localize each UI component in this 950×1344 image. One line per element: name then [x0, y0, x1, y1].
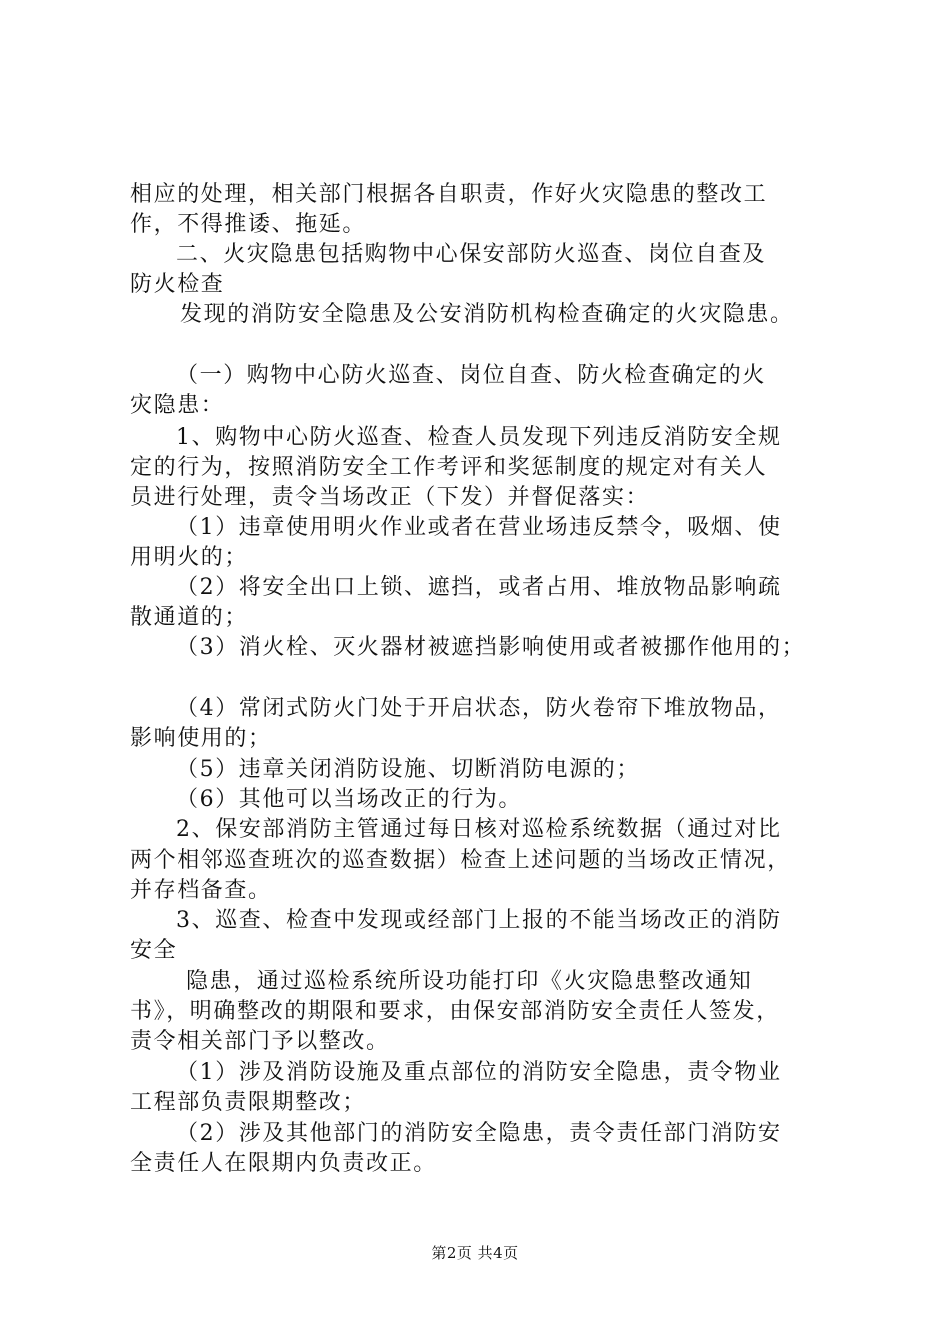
list-item-line: 定的行为，按照消防安全工作考评和奖惩制度的规定对有关人: [130, 455, 768, 480]
list-item-line: 并存档备查。: [130, 878, 272, 903]
section-heading-line: 防火检查: [130, 272, 225, 297]
list-item-line: 影响使用的；: [130, 726, 272, 751]
list-item-line: 2、保安部消防主管通过每日核对巡检系统数据（通过对比: [176, 817, 782, 842]
list-item-line: 1、购物中心防火巡查、检查人员发现下列违反消防安全规: [176, 425, 782, 450]
page-footer: 第2页 共4页: [431, 1244, 519, 1262]
paragraph-line: 相应的处理，相关部门根据各自职责，作好火灾隐患的整改工: [130, 182, 768, 207]
paragraph-line: 发现的消防安全隐患及公安消防机构检查确定的火灾隐患。: [180, 302, 794, 327]
list-item-line: （2）涉及其他部门的消防安全隐患，责令责任部门消防安: [176, 1121, 782, 1146]
list-item-line: （4）常闭式防火门处于开启状态，防火卷帘下堆放物品，: [176, 696, 782, 721]
list-item-line: 责令相关部门予以整改。: [130, 1029, 390, 1054]
list-item-line: 两个相邻巡查班次的巡查数据）检查上述问题的当场改正情况，: [130, 848, 791, 873]
list-item-line: （5）违章关闭消防设施、切断消防电源的；: [176, 757, 640, 782]
list-item-line: 散通道的；: [130, 605, 249, 630]
list-item-line: （3）消火栓、灭火器材被遮挡影响使用或者被挪作他用的；: [176, 635, 806, 660]
list-item-line: 员进行处理，责令当场改正（下发）并督促落实：: [130, 485, 650, 510]
list-item-line: （2）将安全出口上锁、遮挡，或者占用、堆放物品影响疏: [176, 575, 782, 600]
list-item-line: 隐患，通过巡检系统所设功能打印《火灾隐患整改通知: [186, 969, 753, 994]
subsection-heading-line: 灾隐患：: [130, 393, 225, 418]
list-item-line: 书》，明确整改的期限和要求，由保安部消防安全责任人签发，: [130, 999, 780, 1024]
list-item-line: 3、巡查、检查中发现或经部门上报的不能当场改正的消防: [176, 908, 782, 933]
list-item-line: （6）其他可以当场改正的行为。: [176, 787, 522, 812]
list-item-line: 工程部负责限期整改；: [130, 1090, 367, 1115]
section-heading-line: 二、火灾隐患包括购物中心保安部防火巡查、岗位自查及: [176, 242, 767, 267]
list-item-line: 安全: [130, 938, 178, 963]
paragraph-line: 作，不得推诿、拖延。: [130, 212, 367, 237]
list-item-line: 用明火的；: [130, 545, 249, 570]
list-item-line: （1）涉及消防设施及重点部位的消防安全隐患，责令物业: [176, 1060, 782, 1085]
subsection-heading-line: （一）购物中心防火巡查、岗位自查、防火检查确定的火: [176, 363, 767, 388]
list-item-line: （1）违章使用明火作业或者在营业场违反禁令，吸烟、使: [176, 515, 782, 540]
list-item-line: 全责任人在限期内负责改正。: [130, 1151, 437, 1176]
